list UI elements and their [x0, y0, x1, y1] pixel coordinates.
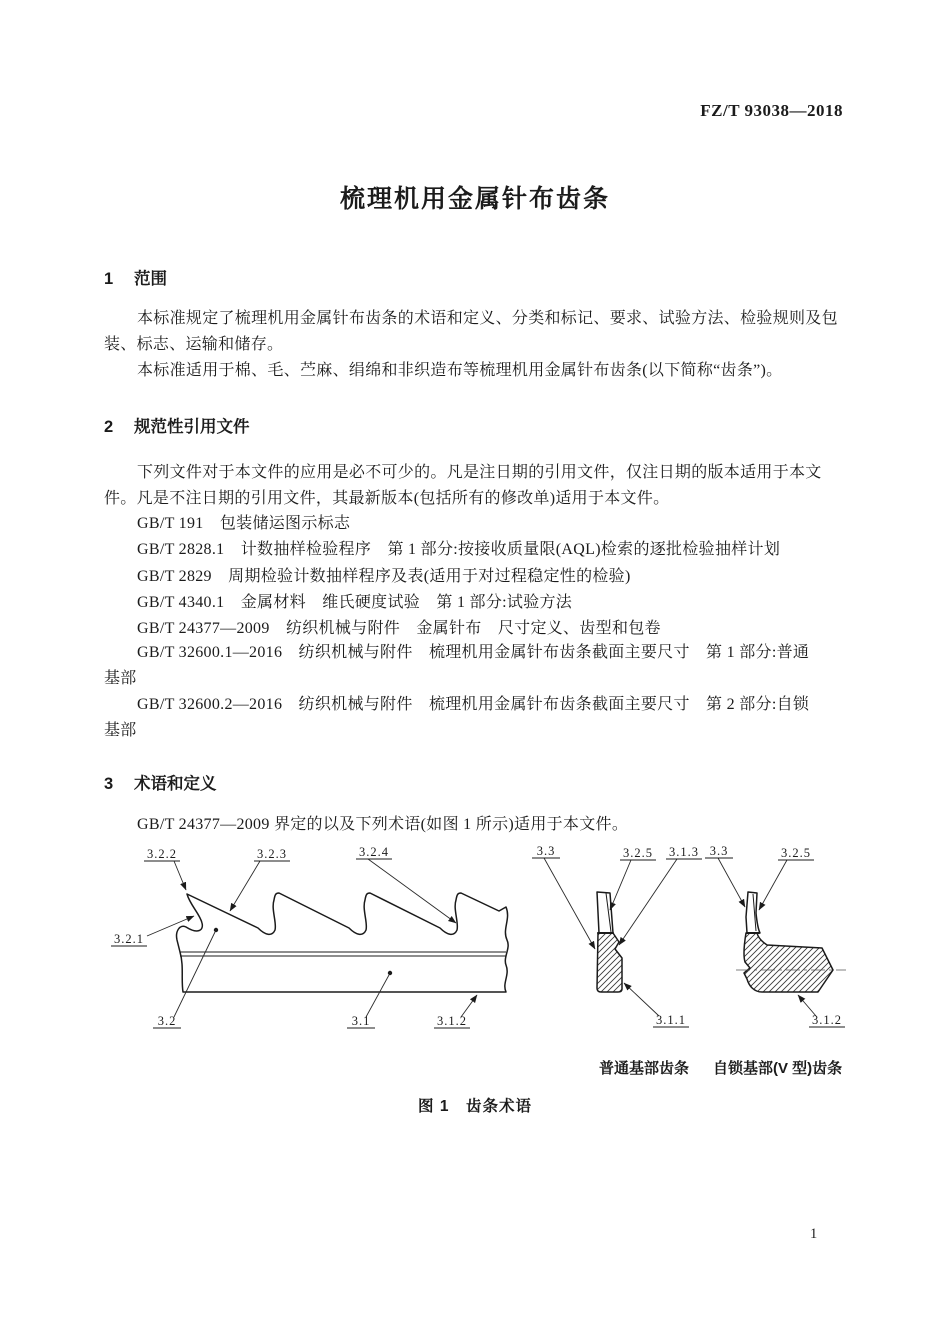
section-2-title: 规范性引用文件	[134, 418, 250, 436]
figure-label-3-1-1: 3.1.1	[656, 1013, 686, 1027]
figure-label-3-2-3: 3.2.3	[257, 847, 287, 861]
reference-item: GB/T 2828.1 计数抽样检验程序 第 1 部分:按接收质量限(AQL)检索的逐批检验抽样计划	[137, 541, 781, 558]
leader-dot-3-2	[214, 928, 218, 932]
paragraph-line: 本标准规定了梳理机用金属针布齿条的术语和定义、分类和标记、要求、试验方法、检验规则及包	[137, 310, 838, 327]
figure-label-3-2-2: 3.2.2	[147, 847, 177, 861]
paragraph-line: GB/T 24377—2009 界定的以及下列术语(如图 1 所示)适用于本文件。	[137, 816, 629, 833]
reference-item: GB/T 2829 周期检验计数抽样程序及表(适用于对过程稳定性的检验)	[137, 568, 631, 585]
figure-label-3-1-2: 3.1.2	[812, 1013, 842, 1027]
v-type-base	[744, 933, 833, 992]
ordinary-base	[597, 933, 622, 992]
standard-code: FZ/T 93038—2018	[700, 101, 843, 120]
reference-item: GB/T 32600.2—2016 纺织机械与附件 梳理机用金属针布齿条截面主要尺寸 第 2 部分:自锁	[137, 696, 810, 713]
figure-label-3-2-1: 3.2.1	[114, 932, 144, 946]
paragraph-line: 装、标志、运输和储存。	[104, 336, 284, 353]
document-title: 梳理机用金属针布齿条	[339, 185, 610, 213]
figure-label-3-2: 3.2	[157, 1014, 177, 1028]
figure-labels	[111, 845, 845, 1028]
paragraph-line: 件。凡是不注日期的引用文件，其最新版本(包括所有的修改单)适用于本文件。	[104, 490, 670, 507]
section-2-number: 2	[104, 418, 114, 436]
figure-label-3-1: 3.1	[351, 1014, 371, 1028]
saw-tooth-wire-profile	[177, 893, 509, 992]
section-1-title: 范围	[134, 270, 167, 288]
figure-label-3-2-4: 3.2.4	[359, 845, 389, 859]
figure-label-3-1-2: 3.1.2	[437, 1014, 467, 1028]
reference-item-wrap: 基部	[104, 722, 137, 739]
section-2-heading	[104, 413, 250, 437]
caption-self-locking-base: 自锁基部(V 型)齿条	[713, 1060, 843, 1077]
figure-label-3-3: 3.3	[709, 845, 729, 858]
reference-item: GB/T 32600.1—2016 纺织机械与附件 梳理机用金属针布齿条截面主要尺寸 第 1 部分:普通	[137, 644, 810, 661]
figure-label-3-2-5: 3.2.5	[781, 846, 811, 860]
paragraph-line: 下列文件对于本文件的应用是必不可少的。凡是注日期的引用文件，仅注日期的版本适用于本文	[137, 464, 822, 481]
figure-1-drawing	[100, 845, 860, 1085]
section-3-heading	[104, 770, 217, 794]
paragraph-line: 本标准适用于棉、毛、苎麻、绢绵和非织造布等梳理机用金属针布齿条(以下简称“齿条”)。	[137, 362, 783, 379]
ordinary-base-cross-section	[597, 892, 622, 992]
section-3-title: 术语和定义	[134, 775, 217, 793]
leader-dot-3-1	[388, 971, 392, 975]
leader-lines	[147, 858, 816, 1017]
figure-label-3-2-5: 3.2.5	[623, 846, 653, 860]
figure-1-caption: 图 1 齿条术语	[418, 1098, 532, 1115]
section-3-number: 3	[104, 775, 114, 793]
section-1-heading	[104, 265, 167, 289]
page-number: 1	[810, 1226, 818, 1242]
reference-item: GB/T 191 包装储运图示标志	[137, 515, 351, 532]
wire-outline	[177, 893, 509, 992]
figure-label-3-1-3: 3.1.3	[669, 845, 699, 859]
reference-item: GB/T 4340.1 金属材料 维氏硬度试验 第 1 部分:试验方法	[137, 594, 573, 611]
figure-label-3-3: 3.3	[536, 845, 556, 858]
section-1-number: 1	[104, 270, 114, 288]
reference-item-wrap: 基部	[104, 670, 137, 687]
reference-item: GB/T 24377—2009 纺织机械与附件 金属针布 尺寸定义、齿型和包卷	[137, 620, 661, 637]
caption-ordinary-base: 普通基部齿条	[599, 1060, 690, 1077]
self-locking-base-cross-section	[736, 892, 846, 992]
